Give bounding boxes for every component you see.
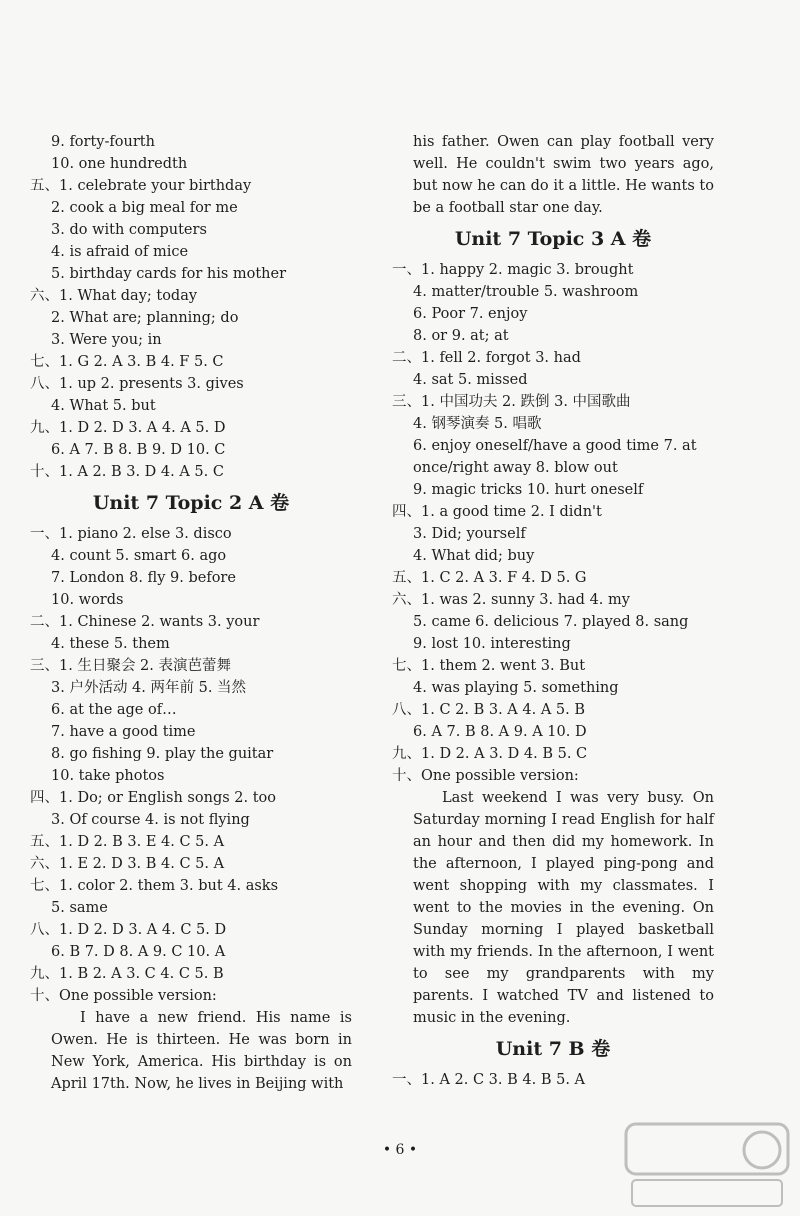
- answer-line: 6. A 7. B 8. A 9. A 10. D: [413, 724, 587, 740]
- answer-line: 五、1. celebrate your birthday: [30, 178, 252, 194]
- answer-line: 二、1. Chinese 2. wants 3. your: [30, 614, 260, 630]
- answer-line: 10. words: [51, 592, 124, 608]
- answer-line: 6. A 7. B 8. B 9. D 10. C: [51, 442, 226, 458]
- answer-line: 2. What are; planning; do: [51, 310, 239, 326]
- answer-line: once/right away 8. blow out: [413, 460, 618, 476]
- answer-line: 3. do with computers: [51, 222, 207, 238]
- answer-line: 4. is afraid of mice: [51, 244, 189, 260]
- page-number: • 6 •: [382, 1142, 418, 1158]
- answer-line: 9. lost 10. interesting: [413, 636, 571, 652]
- answer-line: 九、1. D 2. D 3. A 4. A 5. D: [30, 420, 226, 436]
- answer-line: 5. came 6. delicious 7. played 8. sang: [413, 614, 689, 630]
- answer-line: 7. London 8. fly 9. before: [51, 570, 236, 586]
- answer-line: 四、1. a good time 2. I didn't: [392, 504, 602, 520]
- section-heading-unit7b: Unit 7 B 卷: [495, 1038, 611, 1060]
- answer-line: 八、1. C 2. B 3. A 4. A 5. B: [392, 702, 586, 718]
- answer-line: 二、1. fell 2. forgot 3. had: [392, 350, 581, 366]
- answer-line: 6. enjoy oneself/have a good time 7. at: [413, 438, 697, 454]
- answer-line: 六、1. was 2. sunny 3. had 4. my: [392, 592, 630, 608]
- answer-line: 十、One possible version:: [392, 768, 579, 784]
- answer-line: 9. forty-fourth: [51, 134, 155, 150]
- answer-line: 10. one hundredth: [51, 156, 188, 172]
- answer-line: 七、1. color 2. them 3. but 4. asks: [30, 878, 279, 894]
- answer-line: 一、1. A 2. C 3. B 4. B 5. A: [392, 1072, 586, 1088]
- answer-line: 6. Poor 7. enjoy: [413, 306, 528, 322]
- answer-line: 4. 钢琴演奏 5. 唱歌: [413, 416, 542, 432]
- answer-line: 7. have a good time: [51, 724, 196, 740]
- essay-paragraph: I have a new friend. His name is Owen. He is thirteen. He was born in New York, America. His birthday is on April 17th. Now, he lives in Beijing with: [51, 1010, 352, 1092]
- answer-line: 8. or 9. at; at: [413, 328, 509, 344]
- answer-line: 四、1. Do; or English songs 2. too: [30, 790, 277, 806]
- answer-line: 七、1. them 2. went 3. But: [392, 658, 586, 674]
- essay-continuation: his father. Owen can play football very well. He couldn't swim two years ago, but now he can do it a little. He wants to be a football star one day.: [413, 134, 714, 216]
- answer-line: 5. birthday cards for his mother: [51, 266, 287, 282]
- answer-line: 三、1. 中国功夫 2. 跌倒 3. 中国歌曲: [392, 394, 631, 410]
- answer-line: 9. magic tricks 10. hurt oneself: [413, 482, 644, 498]
- answer-line: 九、1. B 2. A 3. C 4. C 5. B: [30, 966, 224, 982]
- right-column: [392, 131, 714, 1091]
- answer-line: 五、1. C 2. A 3. F 4. D 5. G: [392, 570, 587, 586]
- answer-line: 5. same: [51, 900, 108, 916]
- watermark-logo: [622, 1120, 792, 1212]
- answer-line: 2. cook a big meal for me: [51, 200, 238, 216]
- essay-paragraph: Last weekend I was very busy. On Saturday morning I read English for half an hour and then did my homework. In the afternoon, I played ping-pong and went shopping with my classmates. I went to the movies in the evening. On Sunday morning I played basketball with my friends. In the afternoon, I went to see my grandparents with my parents. I watched TV and listened to music in the evening.: [413, 790, 714, 1026]
- answer-line: 十、One possible version:: [30, 988, 217, 1004]
- answer-line: 6. B 7. D 8. A 9. C 10. A: [51, 944, 226, 960]
- answer-line: 6. at the age of…: [51, 702, 177, 718]
- answer-line: 六、1. What day; today: [30, 288, 198, 304]
- answer-line: 五、1. D 2. B 3. E 4. C 5. A: [30, 834, 225, 850]
- answer-line: 八、1. up 2. presents 3. gives: [30, 376, 244, 392]
- answer-line: 一、1. piano 2. else 3. disco: [30, 526, 232, 542]
- answer-line: 4. sat 5. missed: [413, 372, 528, 388]
- answer-line: 8. go fishing 9. play the guitar: [51, 746, 274, 762]
- answer-list-top: [30, 131, 352, 483]
- answer-line: 3. Were you; in: [51, 332, 162, 348]
- section-heading-topic2: Unit 7 Topic 2 A 卷: [92, 492, 290, 514]
- section-heading-topic3: Unit 7 Topic 3 A 卷: [454, 228, 652, 250]
- answer-line: 4. these 5. them: [51, 636, 170, 652]
- answer-line: 4. What did; buy: [413, 548, 535, 564]
- answer-list-topic2: [30, 523, 352, 1007]
- answer-line: 4. was playing 5. something: [413, 680, 619, 696]
- answer-line: 4. matter/trouble 5. washroom: [413, 284, 639, 300]
- left-column: [30, 131, 352, 1095]
- answer-line: 3. Did; yourself: [413, 526, 526, 542]
- answer-line: 4. What 5. but: [51, 398, 156, 414]
- answer-line: 七、1. G 2. A 3. B 4. F 5. C: [30, 354, 224, 370]
- answer-line: 一、1. happy 2. magic 3. brought: [392, 262, 634, 278]
- answer-line: 三、1. 生日聚会 2. 表演芭蕾舞: [30, 658, 231, 674]
- answer-line: 九、1. D 2. A 3. D 4. B 5. C: [392, 746, 588, 762]
- answer-line: 六、1. E 2. D 3. B 4. C 5. A: [30, 856, 225, 872]
- answer-line: 3. Of course 4. is not flying: [51, 812, 250, 828]
- answer-line: 10. take photos: [51, 768, 165, 784]
- answer-line: 3. 户外活动 4. 两年前 5. 当然: [51, 680, 247, 696]
- answer-line: 八、1. D 2. D 3. A 4. C 5. D: [30, 922, 227, 938]
- answer-line: 十、1. A 2. B 3. D 4. A 5. C: [30, 464, 224, 480]
- answer-line: 4. count 5. smart 6. ago: [51, 548, 227, 564]
- answer-list-topic3: [392, 259, 714, 787]
